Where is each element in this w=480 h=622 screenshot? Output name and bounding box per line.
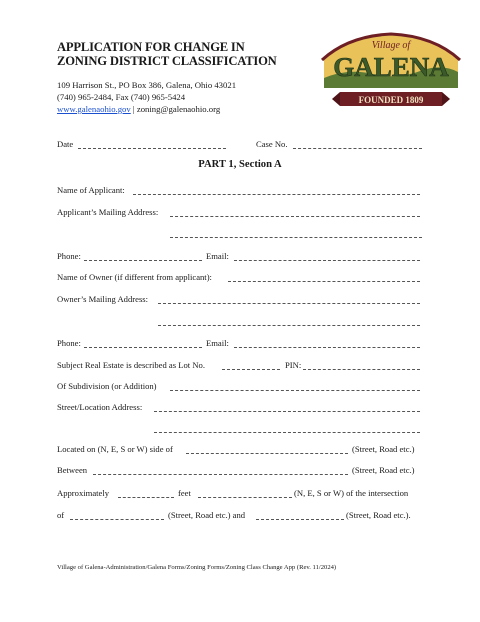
between-label: Between [57, 465, 88, 475]
located-on-field[interactable] [186, 453, 348, 454]
owner-address-field-1[interactable] [158, 303, 420, 304]
galena-logo [318, 30, 464, 110]
logo-name: GALENA [333, 52, 449, 82]
mailing-address-label: Applicant’s Mailing Address: [57, 207, 159, 217]
applicant-name-field[interactable] [133, 194, 420, 195]
website-link[interactable]: www.galenaohio.gov [57, 104, 131, 114]
street-road-end-label: (Street, Road etc.). [346, 510, 411, 520]
phone-field[interactable] [84, 260, 202, 261]
between-field[interactable] [93, 474, 348, 475]
contact-line [57, 104, 220, 114]
section-title: PART 1, Section A [198, 159, 282, 170]
street-road-label-2: (Street, Road etc.) [352, 465, 415, 475]
contact-email: zoning@galenaohio.org [136, 104, 221, 114]
owner-name-field[interactable] [228, 281, 420, 282]
street-road-label-1: (Street, Road etc.) [352, 444, 415, 454]
applicant-name-label: Name of Applicant: [57, 185, 125, 195]
email-field[interactable] [234, 260, 420, 261]
approximately-label: Approximately [57, 488, 110, 498]
phone-label: Phone: [57, 251, 81, 261]
lot-no-field[interactable] [222, 369, 280, 370]
intersection-street-field-1[interactable] [70, 519, 164, 520]
owner-name-label: Name of Owner (if different from applicant): [57, 272, 212, 282]
pin-field[interactable] [303, 369, 420, 370]
email2-label: Email: [206, 338, 229, 348]
street-road-and-label: (Street, Road etc.) and [168, 510, 246, 520]
mailing-address-field-1[interactable] [170, 216, 420, 217]
street-location-field-1[interactable] [154, 411, 420, 412]
phone2-label: Phone: [57, 338, 81, 348]
feet-label: feet [178, 488, 191, 498]
of-label: of [57, 510, 65, 520]
case-no-label: Case No. [256, 139, 288, 149]
mailing-address-field-2[interactable] [170, 237, 422, 238]
logo-script-text: Village of [371, 40, 411, 51]
logo-founded: FOUNDED 1809 [358, 95, 424, 105]
subdivision-label: Of Subdivision (or Addition) [57, 381, 157, 391]
intersection-label: (N, E, S or W) of the intersection [294, 488, 409, 498]
located-on-label: Located on (N, E, S or W) side of [57, 444, 173, 454]
office-phone-fax: (740) 965-2484, Fax (740) 965-5424 [57, 92, 186, 102]
owner-address-label: Owner’s Mailing Address: [57, 294, 149, 304]
office-address: 109 Harrison St., PO Box 386, Galena, Ohio 43021 [57, 80, 237, 90]
email2-field[interactable] [234, 347, 420, 348]
email-label: Email: [206, 251, 229, 261]
subdivision-field[interactable] [170, 390, 420, 391]
date-field[interactable] [78, 148, 226, 149]
approximately-field[interactable] [118, 497, 174, 498]
contact-separator: | [132, 104, 135, 114]
logo-banner-right-tail [442, 92, 450, 106]
street-location-field-2[interactable] [154, 432, 420, 433]
date-label: Date [57, 139, 74, 149]
lot-no-label: Subject Real Estate is described as Lot No. [57, 360, 205, 370]
intersection-street-field-2[interactable] [256, 519, 344, 520]
street-location-label: Street/Location Address: [57, 402, 143, 412]
footer-path: Village of Galena-Administration/Galena Forms/Zoning Forms/Zoning Class Change App (Rev. 11/2024) [57, 564, 337, 571]
direction-field[interactable] [198, 497, 292, 498]
logo-banner-left-tail [332, 92, 340, 106]
pin-label: PIN: [285, 360, 302, 370]
phone2-field[interactable] [84, 347, 202, 348]
case-no-field[interactable] [293, 148, 422, 149]
owner-address-field-2[interactable] [158, 325, 420, 326]
form-title-line1: APPLICATION FOR CHANGE IN [57, 40, 245, 54]
form-title-line2: ZONING DISTRICT CLASSIFICATION [57, 54, 277, 68]
